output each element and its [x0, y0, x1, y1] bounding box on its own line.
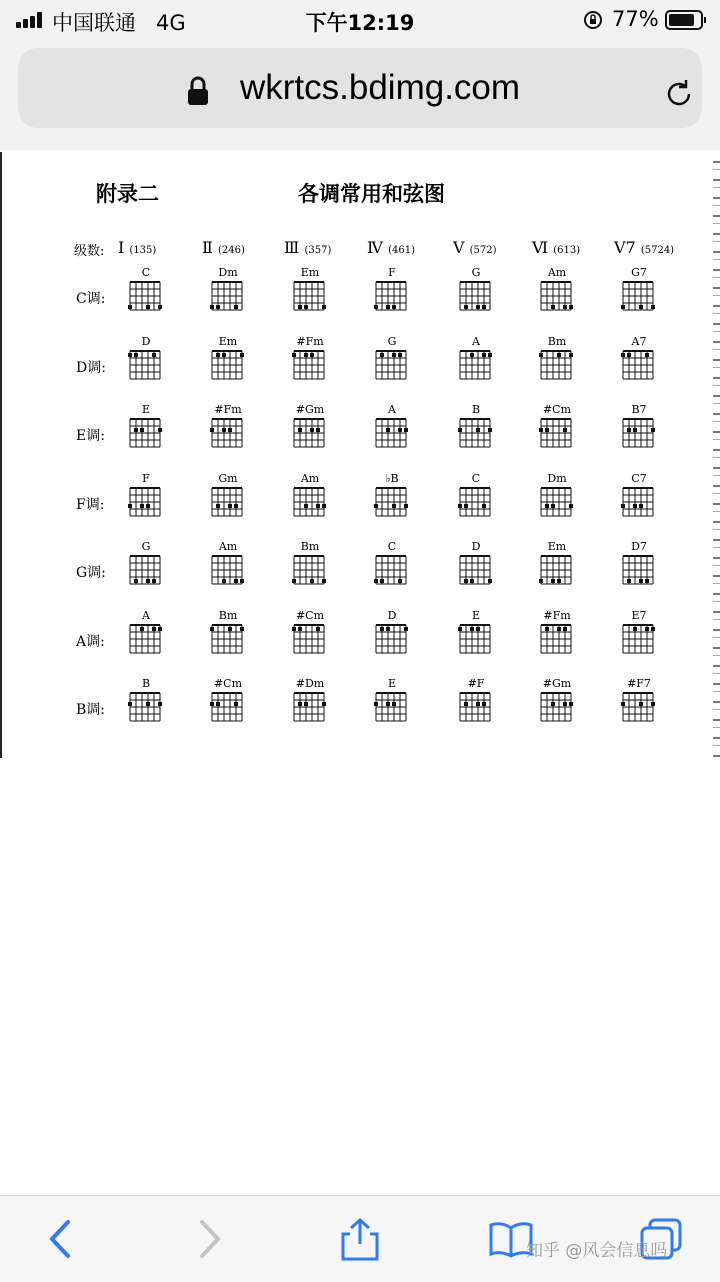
fretboard	[362, 609, 422, 673]
fretboard	[116, 403, 176, 467]
chord-diagram	[527, 472, 587, 536]
chord-diagram	[198, 677, 258, 741]
chord-name: C	[387, 540, 397, 553]
scan-edge-left	[0, 152, 2, 758]
fretboard	[362, 540, 422, 604]
degree-header: Ⅱ (246)	[202, 238, 245, 257]
chord-diagram	[446, 472, 506, 536]
fretboard	[609, 472, 669, 536]
chord-diagram	[116, 540, 176, 604]
fretboard	[280, 403, 340, 467]
chord-name: E	[141, 403, 151, 416]
chord-diagram	[362, 266, 422, 330]
chord-name: D	[471, 540, 481, 553]
chord-diagram	[609, 540, 669, 604]
fretboard	[527, 609, 587, 673]
scan-edge-right	[713, 152, 720, 758]
fretboard	[527, 472, 587, 536]
key-label: A调:	[76, 633, 105, 650]
fretboard	[116, 335, 176, 399]
appendix-label: 附录二	[96, 181, 159, 206]
chord-diagram	[116, 472, 176, 536]
fretboard	[362, 335, 422, 399]
fretboard	[446, 609, 506, 673]
chord-name: #Gm	[295, 403, 325, 416]
back-icon[interactable]	[38, 1216, 84, 1262]
key-label: D调:	[76, 359, 106, 376]
chord-name: Em	[547, 540, 567, 553]
share-icon[interactable]	[337, 1216, 383, 1262]
chord-name: #Gm	[542, 677, 572, 690]
chord-diagram	[362, 403, 422, 467]
chord-diagram	[280, 609, 340, 673]
fretboard	[198, 472, 258, 536]
chord-diagram	[280, 266, 340, 330]
fretboard	[446, 403, 506, 467]
fretboard	[527, 677, 587, 741]
chord-name: Am	[300, 471, 320, 485]
chord-diagram	[362, 335, 422, 399]
chord-diagram	[609, 403, 669, 467]
chord-name: G	[471, 266, 481, 279]
chord-name: E	[387, 677, 397, 690]
key-label: G调:	[76, 565, 106, 581]
chord-diagram	[280, 472, 340, 536]
chord-diagram	[280, 540, 340, 604]
chord-name: C7	[631, 471, 647, 485]
fretboard	[280, 609, 340, 673]
fretboard	[609, 540, 669, 604]
status-bar	[0, 0, 720, 40]
key-label: B调:	[76, 702, 106, 718]
browser-toolbar	[0, 40, 720, 150]
fretboard	[280, 266, 340, 330]
fretboard	[527, 335, 587, 399]
chord-name: E7	[631, 608, 647, 622]
chord-name: G	[141, 540, 151, 553]
chord-name: Bm	[300, 540, 320, 553]
fretboard	[446, 335, 506, 399]
chord-diagram	[116, 609, 176, 673]
fretboard	[198, 335, 258, 399]
chord-name: G7	[631, 266, 647, 279]
chord-diagram	[446, 540, 506, 604]
chord-diagram	[280, 403, 340, 467]
fretboard	[116, 266, 176, 330]
chord-diagram	[198, 540, 258, 604]
fretboard	[116, 677, 176, 741]
chord-diagram	[198, 609, 258, 673]
chord-diagram	[609, 472, 669, 536]
chord-name: #Cm	[295, 608, 325, 622]
fretboard	[280, 677, 340, 741]
url-text: wkrtcs.bdimg.com	[240, 68, 521, 107]
chord-diagram	[116, 335, 176, 399]
chord-name: Em	[300, 266, 320, 279]
fretboard	[609, 677, 669, 741]
chord-name: Am	[547, 266, 567, 279]
chord-name: Bm	[218, 608, 238, 622]
chord-diagram	[116, 403, 176, 467]
chord-name: D	[141, 334, 151, 348]
chord-name: Dm	[547, 471, 567, 485]
chord-diagram	[609, 609, 669, 673]
chord-name: ♭B	[385, 471, 399, 485]
chord-diagram	[527, 540, 587, 604]
address-bar[interactable]	[18, 48, 702, 128]
chord-name: A	[472, 334, 480, 348]
fretboard	[609, 266, 669, 330]
chord-diagram	[362, 677, 422, 741]
fretboard	[198, 677, 258, 741]
fretboard	[362, 677, 422, 741]
degree-header: Ⅳ (461)	[367, 238, 415, 257]
chord-name: F	[142, 471, 150, 485]
watermark: 知乎 @风会信息吗	[526, 1241, 668, 1261]
chord-name: G	[387, 334, 397, 348]
degree-header: Ⅲ (357)	[284, 238, 332, 257]
chord-name: #Cm	[542, 403, 572, 416]
network-type: 4G	[156, 11, 186, 35]
fretboard	[362, 472, 422, 536]
chord-diagram	[446, 403, 506, 467]
chord-diagram	[362, 540, 422, 604]
fretboard	[446, 540, 506, 604]
chord-name: Gm	[218, 471, 238, 485]
chord-name: Bm	[547, 334, 567, 348]
chord-name: #Fm	[296, 334, 324, 348]
chord-name: A	[142, 608, 150, 622]
chord-diagram	[198, 472, 258, 536]
chord-name: D7	[631, 540, 647, 553]
chord-diagram	[609, 266, 669, 330]
chord-diagram	[446, 335, 506, 399]
chord-name: F	[388, 266, 396, 279]
fretboard	[609, 403, 669, 467]
page-title: 各调常用和弦图	[298, 181, 445, 206]
chord-diagram	[527, 403, 587, 467]
fretboard	[609, 609, 669, 673]
chord-diagram	[609, 677, 669, 741]
chord-diagram	[527, 677, 587, 741]
chord-name: A	[388, 403, 396, 416]
chord-name: #Cm	[213, 677, 243, 690]
level-label: 级数:	[74, 244, 105, 259]
chord-diagram	[198, 403, 258, 467]
fretboard	[116, 472, 176, 536]
fretboard	[198, 403, 258, 467]
fretboard	[527, 403, 587, 467]
chord-name: A7	[631, 334, 647, 348]
chord-diagram	[446, 266, 506, 330]
chord-chart-document	[0, 152, 720, 758]
fretboard	[446, 266, 506, 330]
battery-icon	[665, 10, 707, 30]
bottom-toolbar	[0, 1195, 720, 1282]
degree-header: I (135)	[118, 238, 157, 257]
fretboard	[280, 540, 340, 604]
fretboard	[280, 472, 340, 536]
lock-icon	[186, 76, 210, 106]
chord-diagram	[362, 609, 422, 673]
chord-name: Em	[218, 334, 238, 348]
chord-diagram	[527, 335, 587, 399]
fretboard	[609, 335, 669, 399]
fretboard	[527, 540, 587, 604]
degree-header: Ⅵ (613)	[532, 238, 581, 257]
chord-name: #Fm	[543, 608, 571, 622]
chord-diagram	[116, 677, 176, 741]
chord-diagram	[280, 335, 340, 399]
chord-name: Dm	[218, 266, 238, 279]
chord-diagram	[527, 609, 587, 673]
fretboard	[280, 335, 340, 399]
fretboard	[198, 266, 258, 330]
chord-diagram	[362, 472, 422, 536]
degree-header: V (572)	[453, 238, 497, 257]
degree-header: V7 (5724)	[614, 238, 675, 257]
fretboard	[198, 540, 258, 604]
chord-diagram	[198, 335, 258, 399]
battery-percent: 77%	[612, 7, 659, 31]
chord-name: C	[471, 471, 481, 485]
fretboard	[446, 472, 506, 536]
chord-name: B	[471, 403, 481, 416]
chord-diagram	[116, 266, 176, 330]
chord-diagram	[609, 335, 669, 399]
chord-name: B	[141, 677, 151, 690]
chord-name: #F7	[627, 677, 651, 690]
chord-name: B7	[631, 403, 647, 416]
chord-name: #Fm	[214, 403, 242, 416]
fretboard	[362, 266, 422, 330]
chord-name: Am	[218, 540, 238, 553]
chord-name: D	[387, 608, 397, 622]
chord-name: #Dm	[295, 677, 325, 690]
reload-icon[interactable]	[662, 77, 696, 111]
forward-icon[interactable]	[186, 1216, 232, 1262]
chord-diagram	[280, 677, 340, 741]
chord-diagram	[527, 266, 587, 330]
fretboard	[446, 677, 506, 741]
key-label: E调:	[76, 428, 105, 444]
rotation-lock-icon	[583, 10, 603, 30]
chord-name: E	[471, 608, 481, 622]
chord-diagram	[198, 266, 258, 330]
chord-diagram	[446, 609, 506, 673]
fretboard	[198, 609, 258, 673]
key-label: F调:	[76, 496, 105, 513]
key-label: C调:	[76, 291, 106, 307]
fretboard	[362, 403, 422, 467]
chord-name: C	[141, 266, 151, 279]
carrier-name: 中国联通	[52, 11, 136, 35]
fretboard	[116, 540, 176, 604]
chord-diagram	[446, 677, 506, 741]
fretboard	[527, 266, 587, 330]
fretboard	[116, 609, 176, 673]
chord-name: #F	[467, 677, 485, 690]
clock: 下午12:19	[305, 11, 415, 35]
